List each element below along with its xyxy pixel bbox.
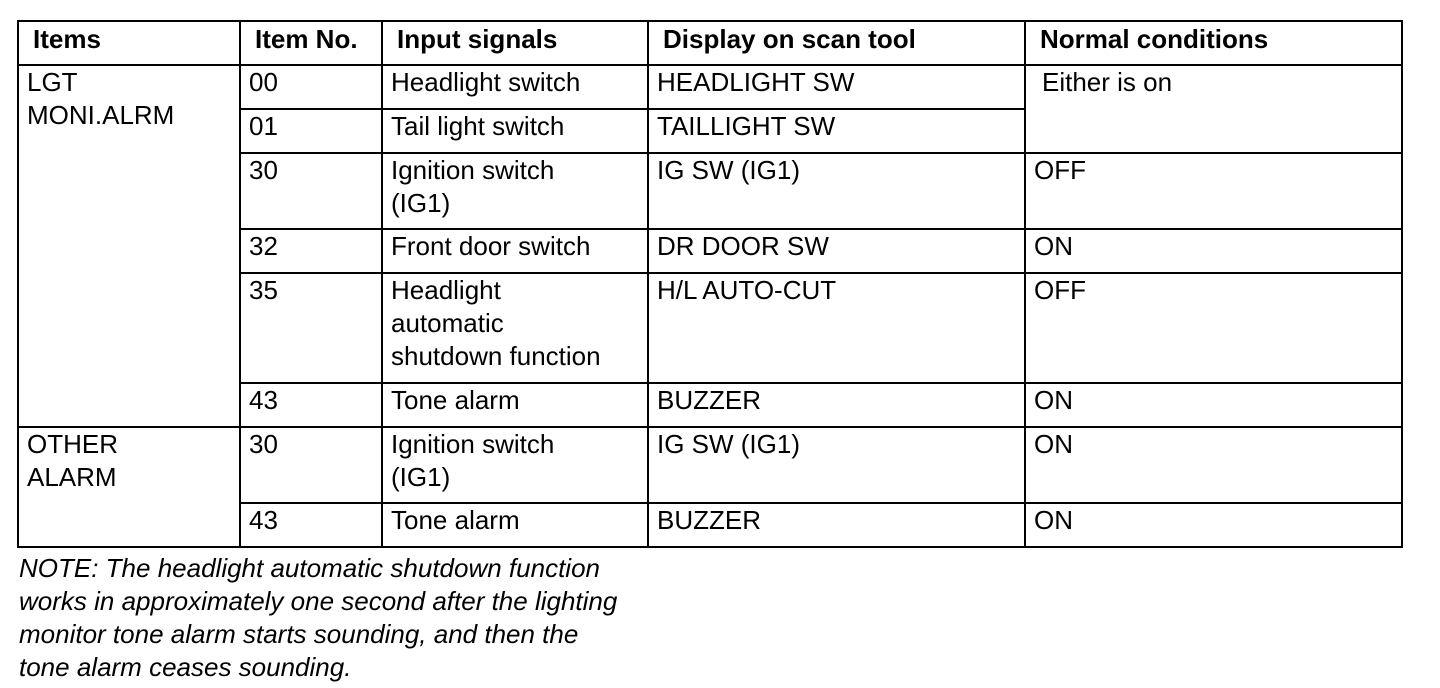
input-signal-cell xyxy=(382,109,648,153)
note-line: monitor tone alarm starts sounding, and then the xyxy=(19,619,579,649)
input-line: automatic xyxy=(391,308,504,338)
note-paragraph xyxy=(19,552,739,684)
item-no-cell: 32 xyxy=(240,229,382,273)
input-signal-cell xyxy=(382,427,648,503)
normal-condition-cell: ON xyxy=(1025,229,1402,273)
display-cell: BUZZER xyxy=(648,383,1025,427)
header-item-no: Item No. xyxy=(240,21,382,65)
input-signal-cell xyxy=(382,153,648,229)
normal-condition-cell: OFF xyxy=(1025,273,1402,383)
item-no-cell: 43 xyxy=(240,383,382,427)
input-signal-cell xyxy=(382,503,648,547)
header-items: Items xyxy=(18,21,240,65)
items-table xyxy=(17,20,1403,548)
note-line: tone alarm ceases sounding. xyxy=(19,652,352,682)
input-signal-cell xyxy=(382,65,648,109)
item-no-cell: 00 xyxy=(240,65,382,109)
display-cell: HEADLIGHT SW xyxy=(648,65,1025,109)
display-cell: H/L AUTO-CUT xyxy=(648,273,1025,383)
note-line: works in approximately one second after the lighting xyxy=(19,586,618,616)
item-cell-other-alarm xyxy=(18,427,240,547)
display-cell: TAILLIGHT SW xyxy=(648,109,1025,153)
input-line: Front door switch xyxy=(391,231,591,261)
item-no-cell: 30 xyxy=(240,153,382,229)
input-line: Tail light switch xyxy=(391,111,565,141)
item-line: LGT xyxy=(27,67,78,97)
note-line: NOTE: The headlight automatic shutdown function xyxy=(19,553,600,583)
item-cell-lgt-moni-alrm xyxy=(18,65,240,427)
normal-condition-cell: Either is on xyxy=(1025,65,1402,153)
input-line: (IG1) xyxy=(391,462,451,492)
input-line: Headlight switch xyxy=(391,67,581,97)
input-signal-cell xyxy=(382,383,648,427)
display-cell: IG SW (IG1) xyxy=(648,427,1025,503)
input-signal-cell xyxy=(382,229,648,273)
input-line: Ignition switch xyxy=(391,429,555,459)
header-display-on-scan-tool: Display on scan tool xyxy=(648,21,1025,65)
input-line: shutdown function xyxy=(391,341,601,371)
display-cell: DR DOOR SW xyxy=(648,229,1025,273)
input-line: Tone alarm xyxy=(391,385,520,415)
item-no-cell: 01 xyxy=(240,109,382,153)
header-row xyxy=(18,21,1402,65)
item-no-cell: 30 xyxy=(240,427,382,503)
header-normal-conditions: Normal conditions xyxy=(1025,21,1402,65)
display-cell: IG SW (IG1) xyxy=(648,153,1025,229)
item-no-cell: 43 xyxy=(240,503,382,547)
normal-condition-cell: OFF xyxy=(1025,153,1402,229)
item-no-cell: 35 xyxy=(240,273,382,383)
table-row xyxy=(18,65,1402,109)
item-line: MONI.ALRM xyxy=(27,100,175,130)
item-line: ALARM xyxy=(27,462,117,492)
normal-condition-cell: ON xyxy=(1025,503,1402,547)
normal-condition-cell: ON xyxy=(1025,427,1402,503)
item-line: OTHER xyxy=(27,429,118,459)
input-line: Tone alarm xyxy=(391,505,520,535)
display-cell: BUZZER xyxy=(648,503,1025,547)
input-line: Headlight xyxy=(391,275,501,305)
input-signal-cell xyxy=(382,273,648,383)
normal-condition-cell: ON xyxy=(1025,383,1402,427)
input-line: (IG1) xyxy=(391,188,451,218)
header-input-signals: Input signals xyxy=(382,21,648,65)
table-row xyxy=(18,427,1402,503)
input-line: Ignition switch xyxy=(391,155,555,185)
